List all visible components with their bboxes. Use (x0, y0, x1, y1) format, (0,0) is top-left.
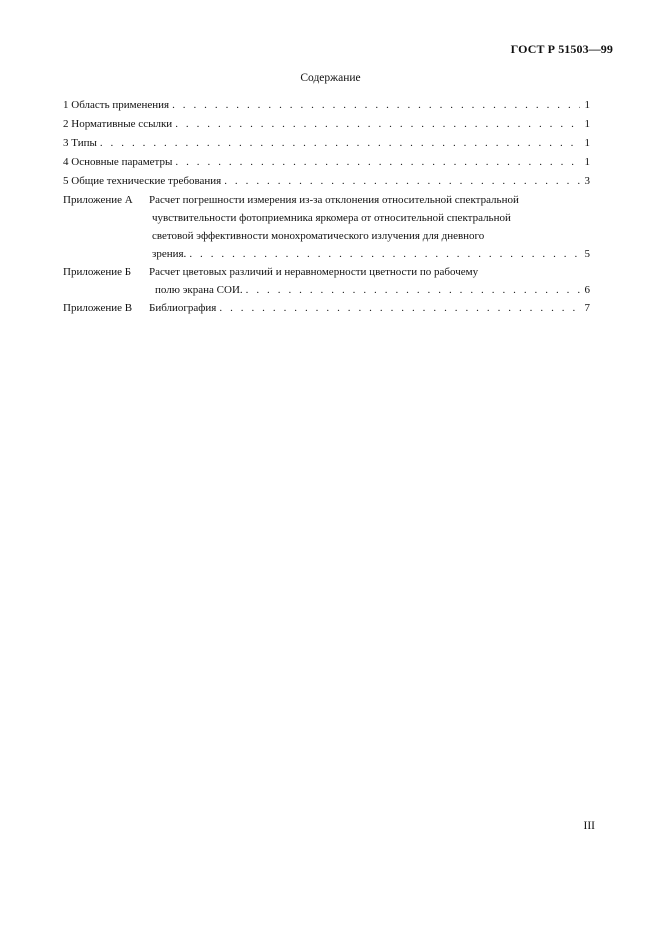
toc-entry-label: 2 Нормативные ссылки (63, 118, 173, 130)
dot-leader (97, 134, 580, 153)
toc-entry-3[interactable] (63, 134, 590, 153)
appendix-b-title-line-1: Расчет цветовых различий и неравномерности цветности по рабочему (149, 266, 479, 278)
page-number: III (583, 820, 595, 832)
toc-entry-label: 5 Общие технические требования (63, 175, 222, 187)
appendix-a-title-line-2: чувствительности фотоприемника яркомера от относительной спектральной (152, 212, 511, 224)
dot-leader (186, 245, 580, 263)
dot-leader (169, 96, 580, 115)
dot-leader (172, 115, 580, 134)
toc-entry-page: 1 (584, 118, 590, 130)
dot-leader (221, 172, 580, 191)
dot-leader (172, 153, 580, 172)
toc-entry-5[interactable] (63, 172, 590, 191)
appendix-a-line-3 (63, 227, 590, 245)
appendix-a-title-line-1: Расчет погрешности измерения из-за отклонения относительной спектральной (149, 194, 519, 206)
toc-appendix-a[interactable] (63, 191, 590, 263)
toc-appendix-c[interactable] (63, 299, 590, 318)
appendix-a-line-2 (63, 209, 590, 227)
appendix-b-line-1 (63, 263, 590, 281)
toc-title: Содержание (300, 72, 361, 84)
toc-entry-label: 3 Типы (63, 137, 97, 149)
appendix-b-line-2 (63, 281, 590, 299)
appendix-c-page: 7 (584, 302, 590, 314)
appendix-b-page: 6 (584, 284, 590, 296)
appendix-b-head: Приложение Б (63, 266, 132, 278)
document-code: ГОСТ Р 51503—99 (510, 42, 613, 56)
appendix-c-head: Приложение В (63, 302, 133, 314)
toc-entry-label: 1 Область применения (63, 99, 170, 111)
toc-entry-2[interactable] (63, 115, 590, 134)
appendix-a-page: 5 (584, 248, 590, 260)
dot-leader (243, 281, 580, 299)
toc-entry-page: 1 (584, 156, 590, 168)
toc-entry-page: 1 (584, 99, 590, 111)
toc-entry-page: 3 (584, 175, 590, 187)
appendix-a-title-line-4: зрения. (152, 248, 187, 260)
toc-appendix-b[interactable] (63, 263, 590, 299)
appendix-a-title-line-3: световой эффективности монохроматического излучения для дневного (152, 230, 485, 242)
toc-entry-4[interactable] (63, 153, 590, 172)
appendix-a-line-4 (63, 245, 590, 263)
appendix-c-title: Библиография (149, 302, 217, 314)
toc-entry-1[interactable] (63, 96, 590, 115)
toc-entry-page: 1 (584, 137, 590, 149)
toc-entry-label: 4 Основные параметры (63, 156, 173, 168)
appendix-a-line-1 (63, 191, 590, 209)
table-of-contents (63, 96, 590, 318)
appendix-a-head: Приложение А (63, 194, 133, 206)
appendix-b-title-line-2: полю экрана СОИ. (155, 284, 243, 296)
dot-leader (216, 299, 580, 318)
